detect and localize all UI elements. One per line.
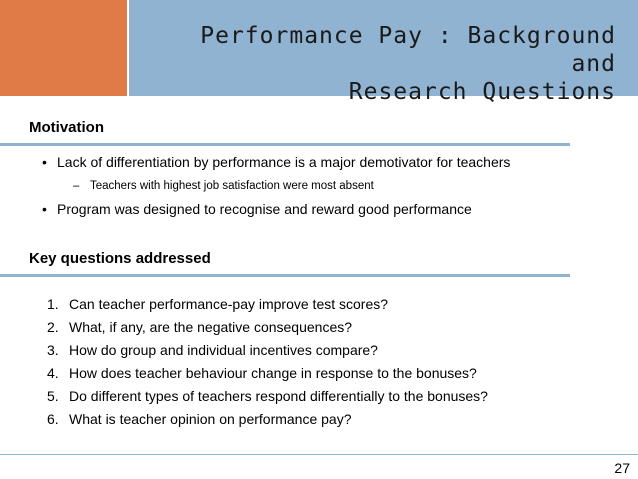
question-number: 3. (47, 342, 59, 358)
question-number: 6. (47, 411, 59, 427)
question-item (47, 296, 388, 312)
question-item (47, 388, 488, 404)
footer-divider (0, 454, 638, 455)
bullet-text: Program was designed to recognise and reward good performance (57, 201, 472, 217)
slide-title (146, 22, 616, 106)
question-item (47, 342, 378, 358)
bullet-icon: • (42, 201, 47, 217)
questions-heading: Key questions addressed (29, 250, 211, 267)
bullet-icon: • (42, 154, 47, 170)
question-item (47, 365, 477, 381)
question-text: How does teacher behaviour change in response to the bonuses? (69, 365, 477, 381)
slide-title-line-2: Research Questions (348, 79, 616, 105)
question-item (47, 411, 352, 427)
question-text: What is teacher opinion on performance pay? (69, 411, 352, 427)
accent-block (0, 0, 127, 96)
question-text: How do group and individual incentives compare? (69, 342, 378, 358)
page-number: 27 (614, 460, 630, 476)
motivation-bullet-1 (42, 154, 510, 170)
bullet-text: Lack of differentiation by performance is a major demotivator for teachers (57, 154, 511, 170)
question-text: Do different types of teachers respond differentially to the bonuses? (69, 388, 488, 404)
question-number: 4. (47, 365, 59, 381)
question-number: 1. (47, 296, 59, 312)
questions-divider (0, 274, 570, 277)
sub-bullet-text: Teachers with highest job satisfaction were most absent (90, 180, 374, 192)
dash-icon: – (73, 180, 80, 192)
slide-title-line-1: Performance Pay : Background and (200, 23, 616, 77)
question-text: What, if any, are the negative consequences? (69, 319, 353, 335)
question-number: 2. (47, 319, 59, 335)
motivation-bullet-2 (42, 201, 472, 217)
question-item (47, 319, 352, 335)
motivation-divider (0, 143, 570, 146)
motivation-heading: Motivation (29, 119, 104, 136)
motivation-sub-bullet-1 (73, 180, 374, 192)
title-bar (129, 0, 638, 105)
question-text: Can teacher performance-pay improve test scores? (69, 296, 389, 312)
question-number: 5. (47, 388, 59, 404)
